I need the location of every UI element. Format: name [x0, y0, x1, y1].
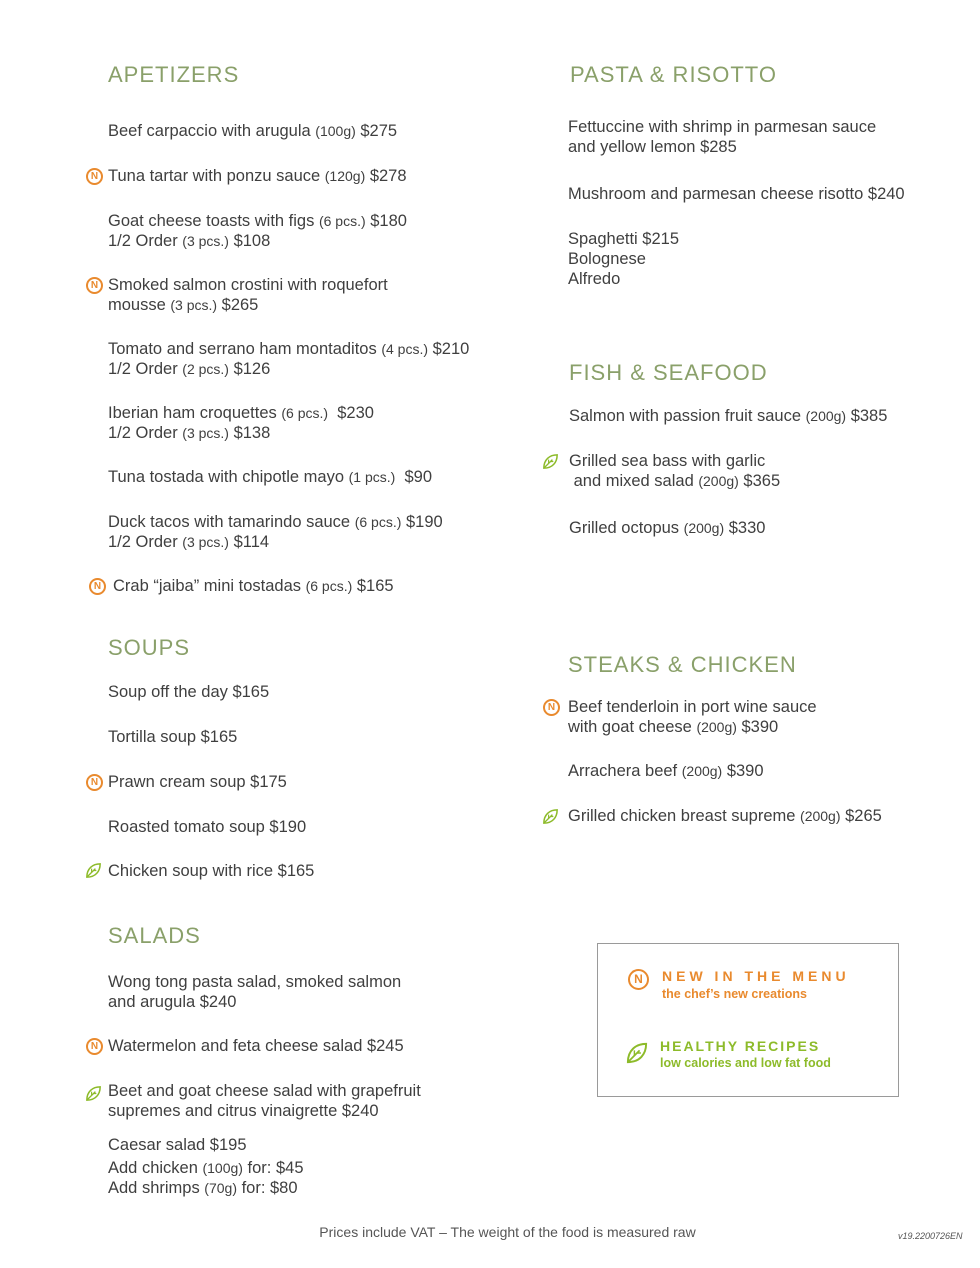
menu-item: Tortilla soup $165	[108, 728, 238, 746]
leaf-icon	[541, 807, 558, 824]
menu-item: Grilled octopus (200g) $330	[569, 519, 766, 537]
menu-item: Wong tong pasta salad, smoked salmon and arugula $240	[108, 973, 402, 1011]
menu-item: Prawn cream soup $175	[108, 773, 287, 791]
menu-item: Beet and goat cheese salad with grapefruit supremes and citrus vinaigrette $240	[108, 1082, 421, 1120]
menu-item: Smoked salmon crostini with roquefort mousse (3 pcs.) $265	[108, 276, 388, 314]
section-title-steaks: STEAKS & CHICKEN	[568, 652, 797, 677]
footer-note: Prices include VAT – The weight of the food is measured raw	[319, 1224, 696, 1240]
leaf-icon	[84, 861, 101, 878]
menu-item: Grilled chicken breast supreme (200g) $265	[568, 807, 882, 825]
menu-item: Duck tacos with tamarindo sauce (6 pcs.) $190 1/2 Order (3 pcs.) $114	[108, 513, 443, 551]
menu-item: Mushroom and parmesan cheese risotto $240	[568, 185, 905, 203]
menu-item: Arrachera beef (200g) $390	[568, 762, 764, 780]
new-badge-icon: N	[86, 774, 103, 791]
menu-item: Roasted tomato soup $190	[108, 818, 307, 836]
new-badge-icon: N	[86, 168, 103, 185]
menu-item: Salmon with passion fruit sauce (200g) $385	[569, 407, 888, 425]
new-badge-icon: N	[89, 578, 106, 595]
menu-item: Goat cheese toasts with figs (6 pcs.) $180 1/2 Order (3 pcs.) $108	[108, 212, 407, 250]
menu-item: Soup off the day $165	[108, 683, 270, 701]
menu-item: Fettuccine with shrimp in parmesan sauce and yellow lemon $285	[568, 118, 877, 156]
section-title-soups: SOUPS	[108, 635, 191, 660]
menu-item: Crab “jaiba” mini tostadas (6 pcs.) $165	[113, 577, 394, 595]
section-title-pasta: PASTA & RISOTTO	[570, 62, 777, 87]
menu-item: Beef carpaccio with arugula (100g) $275	[108, 122, 398, 140]
menu-item: Tuna tostada with chipotle mayo (1 pcs.) $90	[108, 468, 433, 486]
menu-item: Tuna tartar with ponzu sauce (120g) $278	[108, 167, 407, 185]
menu-item: Beef tenderloin in port wine sauce with goat cheese (200g) $390	[568, 698, 817, 736]
new-badge-icon: N	[86, 1038, 103, 1055]
menu-item: Spaghetti $215 Bolognese Alfredo	[568, 230, 680, 288]
menu-item: Iberian ham croquettes (6 pcs.) $230 1/2 Order (3 pcs.) $138	[108, 404, 374, 442]
leaf-icon	[541, 452, 558, 469]
legend-new-subtitle: the chef’s new creations	[662, 987, 807, 1001]
legend-healthy-subtitle: low calories and low fat food	[660, 1056, 831, 1070]
section-title-fish: FISH & SEAFOOD	[569, 360, 768, 385]
menu-item: Watermelon and feta cheese salad $245	[108, 1037, 404, 1055]
menu-item: Grilled sea bass with garlic and mixed salad (200g) $365	[569, 452, 781, 490]
new-badge-icon: N	[628, 969, 649, 990]
legend-healthy-title: HEALTHY RECIPES	[660, 1038, 821, 1054]
new-badge-icon: N	[86, 277, 103, 294]
menu-item: Chicken soup with rice $165	[108, 862, 315, 880]
leaf-icon	[84, 1084, 101, 1101]
leaf-icon	[624, 1040, 650, 1066]
section-title-salads: SALADS	[108, 923, 201, 948]
menu-item: Caesar salad $195 Add chicken (100g) for: $45 Add shrimps (70g) for: $80	[108, 1136, 304, 1197]
legend-box	[597, 943, 899, 1097]
new-badge-icon: N	[543, 699, 560, 716]
menu-item: Tomato and serrano ham montaditos (4 pcs.) $210 1/2 Order (2 pcs.) $126	[108, 340, 470, 378]
legend-new-title: NEW IN THE MENU	[662, 968, 850, 984]
section-title-apetizers: APETIZERS	[108, 62, 240, 87]
version-code: v19.2200726EN	[898, 1231, 963, 1241]
